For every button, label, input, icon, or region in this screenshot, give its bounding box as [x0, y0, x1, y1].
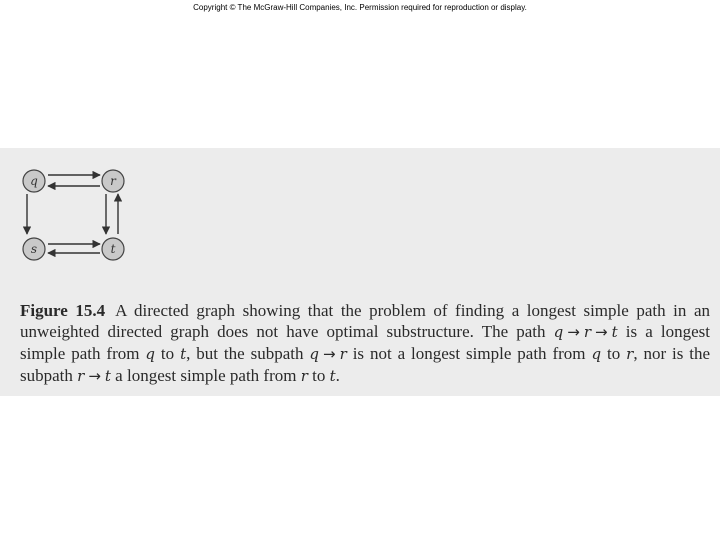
caption-line-4: subpath r → t a longest simple path from r to t.: [20, 366, 340, 385]
figure-caption: [20, 300, 710, 387]
svg-text:q: q: [30, 174, 38, 188]
figure-label: Figure 15.4: [20, 301, 106, 320]
directed-graph: [10, 156, 140, 266]
node-q: [23, 170, 45, 192]
svg-text:s: s: [30, 242, 38, 256]
caption-line-2: unweighted directed graph does not have optimal substructure. The path q → r → t is a longest: [20, 322, 710, 341]
figure-scan: [0, 148, 720, 396]
svg-text:r: r: [110, 174, 116, 188]
caption-line-3: simple path from q to t, but the subpath q → r is not a longest simple path from q to r, nor is the: [20, 344, 711, 363]
node-t: [102, 238, 124, 260]
caption-line-1: Figure 15.4 A directed graph showing that the problem of finding a longest simple path in an: [20, 301, 710, 320]
svg-text:t: t: [110, 242, 116, 256]
node-s: [23, 238, 45, 260]
copyright-notice: Copyright © The McGraw-Hill Companies, Inc. Permission required for reproduction or display.: [193, 3, 527, 12]
node-r: [102, 170, 124, 192]
